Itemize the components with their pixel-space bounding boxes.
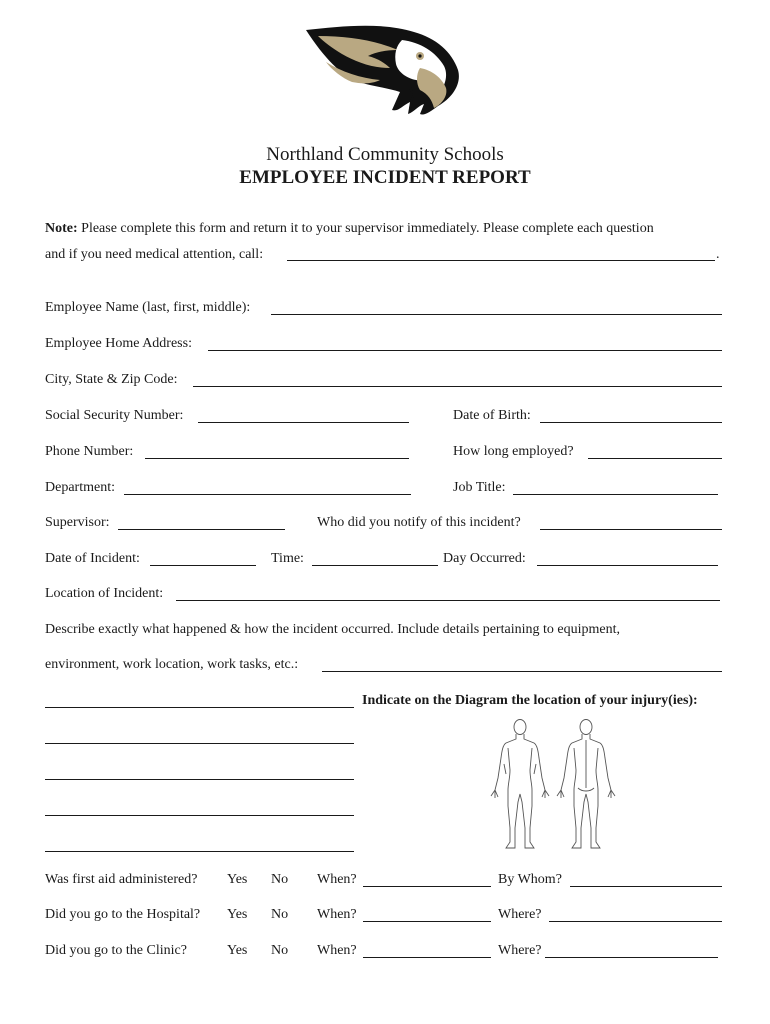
employee-name-label: Employee Name (last, first, middle):: [45, 300, 251, 315]
describe-field-1[interactable]: [322, 671, 722, 672]
ssn-label: Social Security Number:: [45, 408, 184, 423]
body-diagram-icon[interactable]: [484, 718, 626, 854]
clinic-question: Did you go to the Clinic?: [45, 943, 187, 958]
job-title-field[interactable]: [513, 494, 718, 495]
eagle-logo-icon: [302, 22, 462, 118]
clinic-no[interactable]: No: [271, 943, 289, 958]
day-occurred-label: Day Occurred:: [443, 551, 526, 566]
clinic-where-field[interactable]: [545, 957, 718, 958]
department-label: Department:: [45, 480, 115, 495]
hospital-when-field[interactable]: [363, 921, 491, 922]
date-incident-field[interactable]: [150, 565, 256, 566]
phone-field[interactable]: [145, 458, 409, 459]
school-name: Northland Community Schools: [266, 144, 504, 165]
phone-label: Phone Number:: [45, 444, 134, 459]
describe-field-5[interactable]: [45, 815, 354, 816]
first-aid-when-label: When?: [317, 872, 357, 887]
first-aid-by-whom-label: By Whom?: [498, 872, 562, 887]
diagram-instruction: Indicate on the Diagram the location of your injury(ies):: [362, 693, 698, 708]
date-incident-label: Date of Incident:: [45, 551, 140, 566]
clinic-when-field[interactable]: [363, 957, 491, 958]
clinic-when-label: When?: [317, 943, 357, 958]
location-label: Location of Incident:: [45, 586, 164, 601]
city-state-zip-field[interactable]: [193, 386, 722, 387]
form-title: EMPLOYEE INCIDENT REPORT: [239, 167, 531, 188]
note-text-1: Please complete this form and return it to your supervisor immediately. Please complete each question: [81, 221, 654, 236]
department-field[interactable]: [124, 494, 411, 495]
hospital-where-field[interactable]: [549, 921, 722, 922]
first-aid-yes[interactable]: Yes: [227, 872, 248, 887]
hospital-when-label: When?: [317, 907, 357, 922]
describe-line-1: Describe exactly what happened & how the incident occurred. Include details pertaining to equipment,: [45, 622, 620, 637]
employee-name-field[interactable]: [271, 314, 722, 315]
city-state-zip-label: City, State & Zip Code:: [45, 372, 178, 387]
dob-label: Date of Birth:: [453, 408, 531, 423]
hospital-where-label: Where?: [498, 907, 542, 922]
how-long-label: How long employed?: [453, 444, 574, 459]
describe-field-3[interactable]: [45, 743, 354, 744]
location-field[interactable]: [176, 600, 720, 601]
note-line-1: [45, 221, 654, 237]
who-notified-label: Who did you notify of this incident?: [317, 515, 521, 530]
hospital-no[interactable]: No: [271, 907, 289, 922]
who-notified-field[interactable]: [540, 529, 722, 530]
job-title-label: Job Title:: [453, 480, 506, 495]
describe-field-4[interactable]: [45, 779, 354, 780]
note-label: Note:: [45, 221, 78, 236]
first-aid-no[interactable]: No: [271, 872, 289, 887]
hospital-yes[interactable]: Yes: [227, 907, 248, 922]
time-label: Time:: [271, 551, 304, 566]
day-occurred-field[interactable]: [537, 565, 718, 566]
supervisor-label: Supervisor:: [45, 515, 110, 530]
describe-field-2[interactable]: [45, 707, 354, 708]
hospital-question: Did you go to the Hospital?: [45, 907, 201, 922]
dob-field[interactable]: [540, 422, 722, 423]
first-aid-question: Was first aid administered?: [45, 872, 198, 887]
clinic-where-label: Where?: [498, 943, 542, 958]
first-aid-by-whom-field[interactable]: [570, 886, 722, 887]
clinic-yes[interactable]: Yes: [227, 943, 248, 958]
time-field[interactable]: [312, 565, 438, 566]
describe-line-2: environment, work location, work tasks, etc.:: [45, 657, 299, 672]
medical-phone-line[interactable]: [287, 260, 715, 261]
describe-field-6[interactable]: [45, 851, 354, 852]
note-line-2: and if you need medical attention, call:: [45, 247, 264, 262]
first-aid-when-field[interactable]: [363, 886, 491, 887]
ssn-field[interactable]: [198, 422, 409, 423]
home-address-label: Employee Home Address:: [45, 336, 192, 351]
how-long-field[interactable]: [588, 458, 722, 459]
home-address-field[interactable]: [208, 350, 722, 351]
note-period: .: [716, 247, 720, 262]
supervisor-field[interactable]: [118, 529, 285, 530]
